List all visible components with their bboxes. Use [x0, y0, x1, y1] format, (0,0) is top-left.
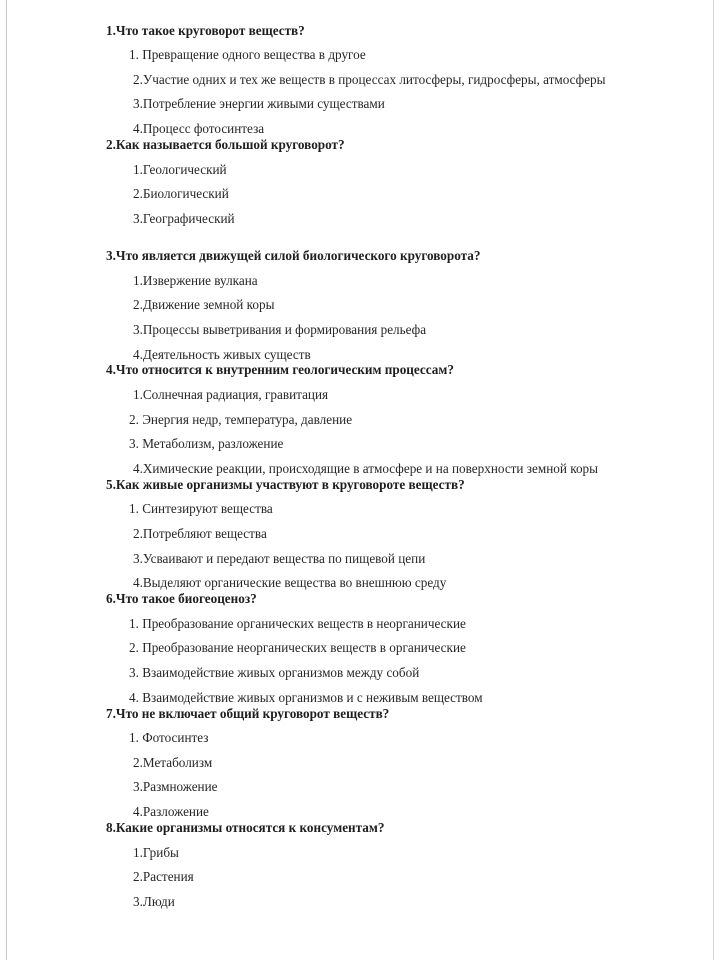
question-3-option-3: 3.Процессы выветривания и формирования рельефа	[133, 322, 427, 337]
question-5-title: 5.Как живые организмы участвуют в круговороте веществ?	[106, 477, 465, 492]
question-7-title: 7.Что не включает общий круговорот веществ?	[106, 706, 390, 721]
question-4-option-2: 2. Энергия недр, температура, давление	[129, 412, 353, 427]
question-2-option-1: 1.Геологический	[133, 162, 227, 177]
question-7-option-3: 3.Размножение	[133, 779, 218, 794]
question-1-option-1: 1. Превращение одного вещества в другое	[129, 47, 366, 62]
question-7-option-4: 4.Разложение	[133, 804, 209, 819]
question-6-title: 6.Что такое биогеоценоз?	[106, 591, 257, 606]
question-1-title: 1.Что такое круговорот веществ?	[106, 23, 305, 38]
question-3-option-2: 2.Движение земной коры	[133, 297, 275, 312]
question-7-option-1: 1. Фотосинтез	[129, 730, 209, 745]
question-4-option-3: 3. Метаболизм, разложение	[129, 436, 284, 451]
question-6-option-4: 4. Взаимодействие живых организмов и с неживым веществом	[129, 690, 483, 705]
question-3-option-1: 1.Извержение вулкана	[133, 273, 258, 288]
question-6-option-3: 3. Взаимодействие живых организмов между собой	[129, 665, 420, 680]
question-4-title: 4.Что относится к внутренним геологическим процессам?	[106, 362, 454, 377]
question-4-option-4: 4.Химические реакции, происходящие в атмосфере и на поверхности земной коры	[133, 461, 598, 476]
question-7-option-2: 2.Метаболизм	[133, 755, 213, 770]
question-5-option-3: 3.Усваивают и передают вещества по пищевой цепи	[133, 551, 426, 566]
question-3-title: 3.Что является движущей силой биологического круговорота?	[106, 248, 481, 263]
question-8-option-1: 1.Грибы	[133, 845, 179, 860]
question-3-option-4: 4.Деятельность живых существ	[133, 347, 311, 362]
question-1-option-4: 4.Процесс фотосинтеза	[133, 121, 265, 136]
question-8-title: 8.Какие организмы относятся к консументам?	[106, 820, 385, 835]
question-5-option-2: 2.Потребляют вещества	[133, 526, 267, 541]
question-2-option-3: 3.Географический	[133, 211, 235, 226]
question-6-option-1: 1. Преобразование органических веществ в неорганические	[129, 616, 466, 631]
question-1-option-3: 3.Потребление энергии живыми существами	[133, 96, 385, 111]
question-4-option-1: 1.Солнечная радиация, гравитация	[133, 387, 329, 402]
question-6-option-2: 2. Преобразование неорганических веществ в органические	[129, 640, 466, 655]
question-5-option-1: 1. Синтезируют вещества	[129, 501, 273, 516]
question-8-option-2: 2.Растения	[133, 869, 194, 884]
question-8-option-3: 3.Люди	[133, 894, 175, 909]
question-1-option-2: 2.Участие одних и тех же веществ в процессах литосферы, гидросферы, атмосферы	[133, 72, 606, 87]
question-2-option-2: 2.Биологический	[133, 186, 229, 201]
question-5-option-4: 4.Выделяют органические вещества во внешнюю среду	[133, 575, 447, 590]
question-2-title: 2.Как называется большой круговорот?	[106, 137, 345, 152]
